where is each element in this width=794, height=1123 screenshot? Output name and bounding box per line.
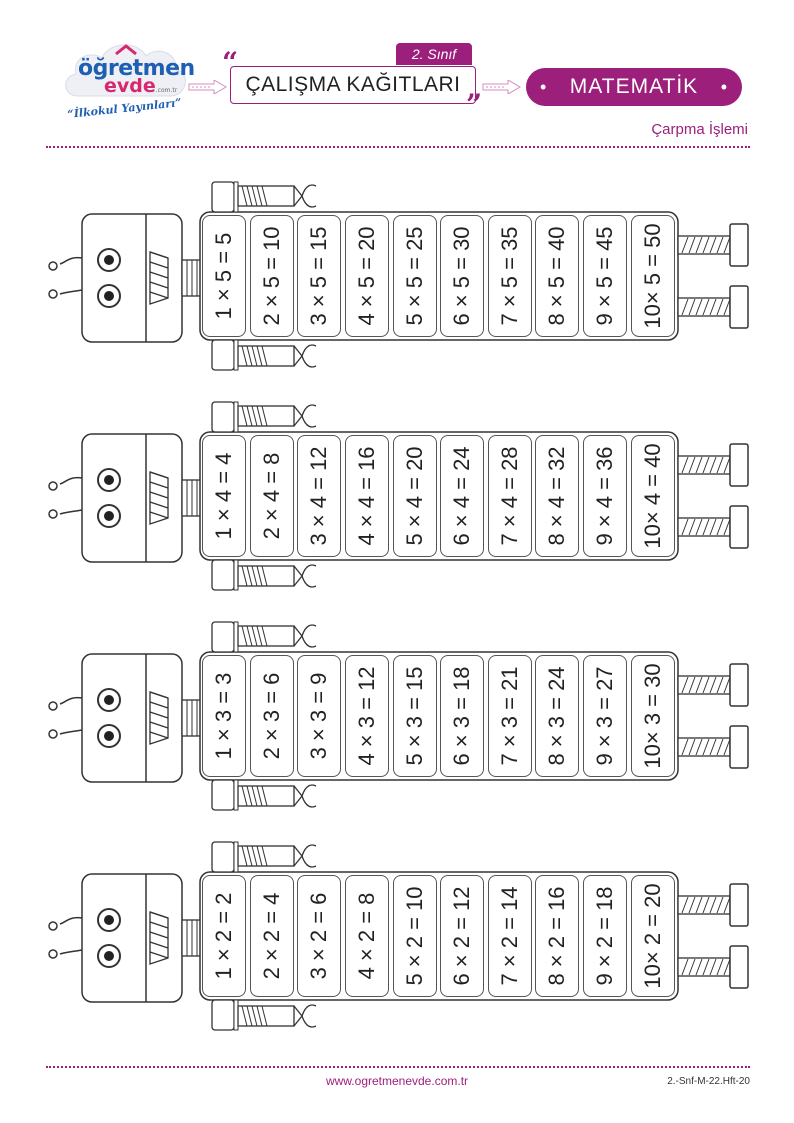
arrow-right-icon bbox=[482, 80, 522, 94]
multiplication-cell bbox=[345, 875, 389, 997]
multiplication-fact: 4 × 3 = 12 bbox=[354, 666, 379, 766]
multiplication-cell bbox=[631, 435, 675, 557]
multiplication-fact: 9 × 5 = 45 bbox=[592, 226, 617, 326]
multiplication-cell bbox=[631, 875, 675, 997]
multiplication-cell bbox=[202, 435, 246, 557]
multiplication-cell bbox=[202, 875, 246, 997]
multiplication-cell bbox=[440, 875, 484, 997]
multiplication-fact: 5 × 4 = 20 bbox=[402, 446, 427, 546]
robot-multiplication-table bbox=[0, 180, 794, 400]
multiplication-cell bbox=[297, 655, 341, 777]
multiplication-cell bbox=[297, 215, 341, 337]
multiplication-fact: 6 × 5 = 30 bbox=[449, 226, 474, 326]
robot-multiplication-table bbox=[0, 840, 794, 1060]
multiplication-cell bbox=[202, 215, 246, 337]
multiplication-cell bbox=[393, 655, 437, 777]
arrow-right-icon bbox=[188, 80, 228, 94]
multiplication-cell bbox=[535, 215, 579, 337]
multiplication-fact: 8 × 3 = 24 bbox=[544, 666, 569, 766]
logo-brand-top: öğretmen bbox=[78, 56, 195, 81]
multiplication-cell bbox=[250, 655, 294, 777]
logo-domain: .com.tr bbox=[155, 87, 178, 94]
multiplication-cell bbox=[250, 435, 294, 557]
multiplication-fact: 10× 3 = 30 bbox=[640, 663, 665, 769]
multiplication-fact: 2 × 5 = 10 bbox=[259, 226, 284, 326]
multiplication-fact: 7 × 4 = 28 bbox=[497, 446, 522, 546]
multiplication-fact: 10× 4 = 40 bbox=[640, 443, 665, 549]
multiplication-cell bbox=[297, 875, 341, 997]
multiplication-fact: 9 × 3 = 27 bbox=[592, 666, 617, 766]
multiplication-cell bbox=[631, 655, 675, 777]
multiplication-cell bbox=[440, 655, 484, 777]
worksheet-title: ÇALIŞMA KAĞITLARI bbox=[245, 73, 461, 96]
multiplication-cell bbox=[393, 435, 437, 557]
multiplication-fact: 3 × 2 = 6 bbox=[306, 892, 331, 980]
multiplication-cell bbox=[535, 655, 579, 777]
robot-multiplication-table bbox=[0, 400, 794, 620]
multiplication-cell bbox=[488, 215, 532, 337]
multiplication-cell bbox=[488, 435, 532, 557]
multiplication-fact: 6 × 3 = 18 bbox=[449, 666, 474, 766]
multiplication-fact: 1 × 3 = 3 bbox=[211, 672, 236, 760]
multiplication-cell bbox=[345, 655, 389, 777]
multiplication-fact: 2 × 3 = 6 bbox=[259, 672, 284, 760]
subject-label: MATEMATİK bbox=[569, 75, 699, 98]
multiplication-fact: 3 × 4 = 12 bbox=[306, 446, 331, 546]
multiplication-fact: 7 × 2 = 14 bbox=[497, 886, 522, 986]
multiplication-fact: 5 × 2 = 10 bbox=[402, 886, 427, 986]
multiplication-fact: 10× 2 = 20 bbox=[640, 883, 665, 989]
multiplication-cell bbox=[631, 215, 675, 337]
multiplication-fact: 1 × 2 = 2 bbox=[211, 892, 236, 980]
multiplication-fact: 5 × 5 = 25 bbox=[402, 226, 427, 326]
multiplication-fact: 3 × 5 = 15 bbox=[306, 226, 331, 326]
bullet-dot-icon: • bbox=[720, 77, 728, 97]
grade-label: 2. Sınıf bbox=[396, 43, 472, 65]
publisher-logo bbox=[60, 38, 195, 133]
topic-label: Çarpma İşlemi bbox=[651, 121, 748, 138]
footer-code: 2.-Snf-M-22.Hft-20 bbox=[667, 1076, 750, 1087]
multiplication-fact: 7 × 3 = 21 bbox=[497, 666, 522, 766]
multiplication-fact: 9 × 4 = 36 bbox=[592, 446, 617, 546]
footer-website: www.ogretmenevde.com.tr bbox=[325, 1074, 469, 1088]
top-divider bbox=[46, 146, 750, 148]
multiplication-cell bbox=[250, 875, 294, 997]
multiplication-cell bbox=[535, 875, 579, 997]
multiplication-cell bbox=[583, 655, 627, 777]
multiplication-fact: 8 × 5 = 40 bbox=[544, 226, 569, 326]
logo-tagline: “İlkokul Yayınları” bbox=[66, 96, 183, 121]
multiplication-cell bbox=[202, 655, 246, 777]
multiplication-fact: 4 × 5 = 20 bbox=[354, 226, 379, 326]
multiplication-cell bbox=[583, 435, 627, 557]
multiplication-cell bbox=[583, 875, 627, 997]
robot-multiplication-table bbox=[0, 620, 794, 840]
multiplication-fact: 2 × 4 = 8 bbox=[259, 452, 284, 540]
multiplication-fact: 3 × 3 = 9 bbox=[306, 672, 331, 760]
multiplication-fact: 4 × 2 = 8 bbox=[354, 892, 379, 980]
multiplication-cell bbox=[440, 215, 484, 337]
multiplication-fact: 8 × 4 = 32 bbox=[544, 446, 569, 546]
multiplication-cell bbox=[297, 435, 341, 557]
multiplication-fact: 1 × 5 = 5 bbox=[211, 232, 236, 320]
close-quote-mark: ” bbox=[466, 88, 483, 121]
multiplication-cell bbox=[393, 215, 437, 337]
multiplication-cell bbox=[583, 215, 627, 337]
multiplication-fact: 7 × 5 = 35 bbox=[497, 226, 522, 326]
multiplication-cell bbox=[345, 435, 389, 557]
multiplication-cell bbox=[535, 435, 579, 557]
multiplication-cell bbox=[345, 215, 389, 337]
multiplication-fact: 10× 5 = 50 bbox=[640, 223, 665, 329]
worksheet-title-box bbox=[230, 66, 476, 104]
multiplication-cell bbox=[250, 215, 294, 337]
multiplication-cell bbox=[440, 435, 484, 557]
multiplication-fact: 5 × 3 = 15 bbox=[402, 666, 427, 766]
multiplication-fact: 6 × 2 = 12 bbox=[449, 886, 474, 986]
bullet-dot-icon: • bbox=[540, 77, 548, 97]
subject-badge bbox=[526, 68, 742, 106]
multiplication-cell bbox=[488, 875, 532, 997]
multiplication-cell bbox=[488, 655, 532, 777]
open-quote-mark: “ bbox=[222, 46, 239, 79]
multiplication-cell bbox=[393, 875, 437, 997]
multiplication-fact: 1 × 4 = 4 bbox=[211, 452, 236, 540]
multiplication-fact: 8 × 2 = 16 bbox=[544, 886, 569, 986]
multiplication-fact: 9 × 2 = 18 bbox=[592, 886, 617, 986]
bottom-divider bbox=[46, 1066, 750, 1068]
multiplication-fact: 4 × 4 = 16 bbox=[354, 446, 379, 546]
logo-brand-bottom: evde.com.tr bbox=[104, 75, 178, 97]
multiplication-fact: 2 × 2 = 4 bbox=[259, 892, 284, 980]
multiplication-fact: 6 × 4 = 24 bbox=[449, 446, 474, 546]
